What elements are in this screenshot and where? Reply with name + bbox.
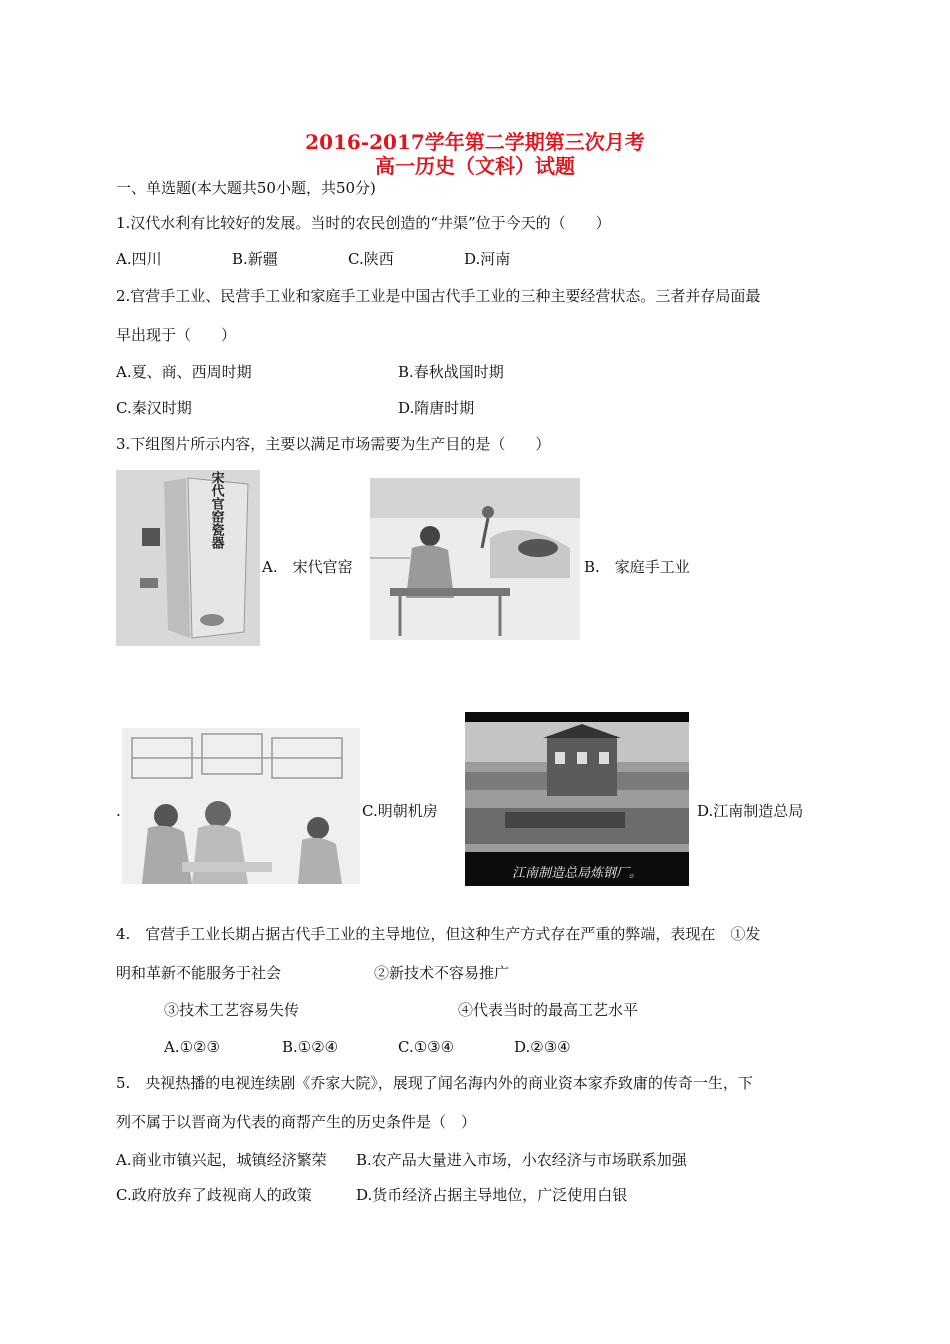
q3-option-a: A. 宋代官窑 [262, 558, 353, 576]
q1-option-a: A.四川 [116, 250, 162, 268]
q5-option-b: B.农产品大量进入市场，小农经济与市场联系加强 [356, 1151, 687, 1169]
q5-stem-line2: 列不属于以晋商为代表的商帮产生的历史条件是（ ） [116, 1113, 477, 1131]
q1-option-c: C.陕西 [348, 250, 394, 268]
exam-subtitle: 高一历史（文科）试题 [375, 154, 575, 178]
exam-title: 2016-2017学年第二学期第三次月考 [305, 130, 645, 154]
q2-option-a: A.夏、商、西周时期 [116, 363, 252, 381]
q1-option-d: D.河南 [464, 250, 511, 268]
section-heading: 一、单选题(本大题共50小题，共50分) [116, 179, 376, 197]
q2-option-c: C.秦汉时期 [116, 399, 192, 417]
ming-workshop-image [122, 728, 360, 884]
q4-option-c: C.①③④ [398, 1038, 455, 1056]
q4-stem-line3a: ③技术工艺容易失传 [164, 1001, 300, 1019]
q4-stem-line2b: ②新技术不容易推广 [374, 964, 510, 982]
q3-option-c: C.明朝机房 [362, 802, 438, 820]
q2-stem-line1: 2.官营手工业、民营手工业和家庭手工业是中国古代手工业的三种主要经营状态。三者并存局面最 [116, 287, 761, 305]
q4-stem-line3b: ④代表当时的最高工艺水平 [458, 1001, 639, 1019]
arsenal-photo-caption: 江南制造总局炼钢厂。 [511, 866, 642, 881]
q5-option-d: D.货币经济占据主导地位，广泛使用白银 [356, 1186, 628, 1204]
q4-stem-line1: 4. 官营手工业长期占据古代手工业的主导地位，但这种生产方式存在严重的弊端，表现在 ①发 [116, 925, 761, 943]
jiangnan-arsenal-photo [465, 712, 689, 886]
q1-option-b: B.新疆 [232, 250, 278, 268]
q5-option-a: A.商业市镇兴起，城镇经济繁荣 [116, 1151, 327, 1169]
q3-stem: 3.下组图片所示内容，主要以满足市场需要为生产目的是（ ） [116, 435, 551, 453]
household-weaving-image [370, 478, 580, 640]
song-kiln-book-image [116, 470, 260, 646]
q4-option-a: A.①②③ [164, 1038, 220, 1056]
q3-option-b: B. 家庭手工业 [584, 558, 690, 576]
q5-stem-line1: 5. 央视热播的电视连续剧《乔家大院》，展现了闻名海内外的商业资本家乔致庸的传奇一生，下 [116, 1074, 753, 1092]
q2-stem-line2: 早出现于（ ） [116, 326, 237, 344]
q3-option-d: D.江南制造总局 [697, 802, 804, 820]
q2-option-d: D.隋唐时期 [398, 399, 475, 417]
q4-stem-line2a: 明和革新不能服务于社会 [116, 964, 282, 982]
q4-option-b: B.①②④ [282, 1038, 339, 1056]
q2-option-b: B.春秋战国时期 [398, 363, 504, 381]
q5-option-c: C.政府放弃了歧视商人的政策 [116, 1186, 312, 1204]
q1-stem: 1.汉代水利有比较好的发展。当时的农民创造的“井渠”位于今天的（ ） [116, 214, 611, 232]
q3-dot: . [116, 802, 121, 820]
book-title-text: 宋代官窑瓷器 [208, 471, 224, 549]
q4-option-d: D.②③④ [514, 1038, 571, 1056]
